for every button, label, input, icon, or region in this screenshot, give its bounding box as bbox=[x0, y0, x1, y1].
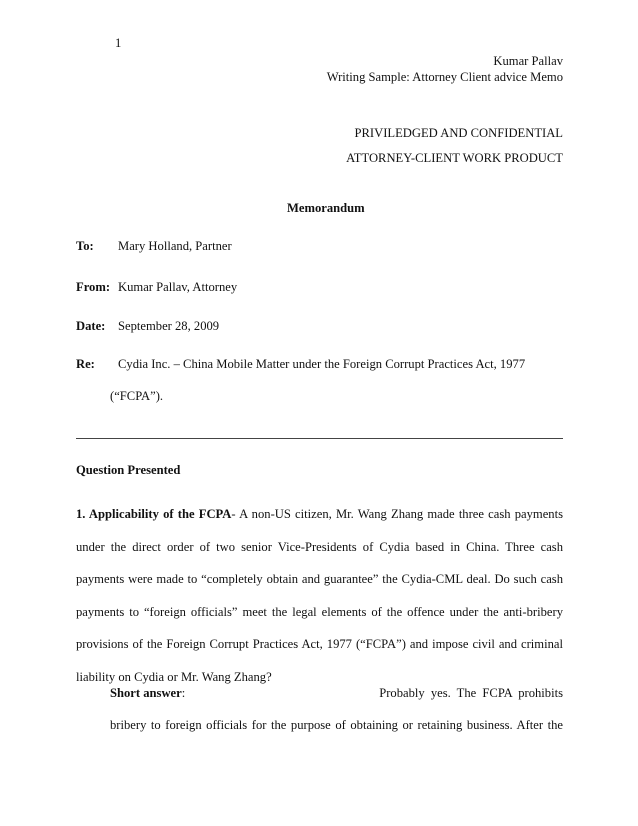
from-value: Kumar Pallav, Attorney bbox=[118, 280, 238, 294]
date-value: September 28, 2009 bbox=[118, 319, 220, 333]
confidential-line-2: ATTORNEY-CLIENT WORK PRODUCT bbox=[346, 151, 563, 165]
re-label: Re: bbox=[76, 357, 95, 371]
short-answer-label-row bbox=[110, 686, 185, 701]
question-heading: Question Presented bbox=[76, 463, 181, 477]
short-answer-colon: : bbox=[181, 686, 186, 700]
to-value: Mary Holland, Partner bbox=[118, 239, 232, 253]
document-subtitle: Writing Sample: Attorney Client advice Memo bbox=[326, 70, 563, 84]
to-label: To: bbox=[76, 239, 94, 253]
re-value-line2: (“FCPA”). bbox=[110, 389, 164, 403]
question-item-heading: 1. Applicability of the FCPA bbox=[76, 507, 232, 521]
confidential-line-1: PRIVILEDGED AND CONFIDENTIAL bbox=[354, 126, 563, 140]
page-number: 1 bbox=[115, 36, 122, 50]
divider-rule bbox=[76, 438, 563, 439]
memo-title: Memorandum bbox=[287, 201, 365, 215]
short-answer-label: Short answer bbox=[110, 686, 182, 700]
short-answer-line2: bribery to foreign officials for the purpose of obtaining or retaining business. After the bbox=[110, 718, 563, 732]
re-value-line1: Cydia Inc. – China Mobile Matter under the Foreign Corrupt Practices Act, 1977 bbox=[118, 357, 526, 371]
from-label: From: bbox=[76, 280, 111, 294]
memo-to-row bbox=[76, 239, 232, 254]
question-paragraph bbox=[76, 498, 563, 693]
memo-from-row bbox=[76, 280, 237, 295]
memo-re-row bbox=[76, 357, 525, 372]
memo-date-row bbox=[76, 319, 219, 334]
date-label: Date: bbox=[76, 319, 106, 333]
short-answer-line1: Probably yes. The FCPA prohibits bbox=[379, 686, 563, 700]
author-name: Kumar Pallav bbox=[493, 54, 563, 68]
question-body: - A non-US citizen, Mr. Wang Zhang made three cash payments under the direct order of two senior Vice-Presidents of Cydia based in China. Three cash payments were made to “completely obtain and guarantee” the Cydia-CML deal. Do such cash payments to “foreign officials” meet the legal elements of the offence under the anti-bribery provisions of the Foreign Corrupt Practices Act, 1977 (“FCPA”) and impose civil and criminal liability on Cydia or Mr. Wang Zhang? bbox=[76, 507, 563, 684]
